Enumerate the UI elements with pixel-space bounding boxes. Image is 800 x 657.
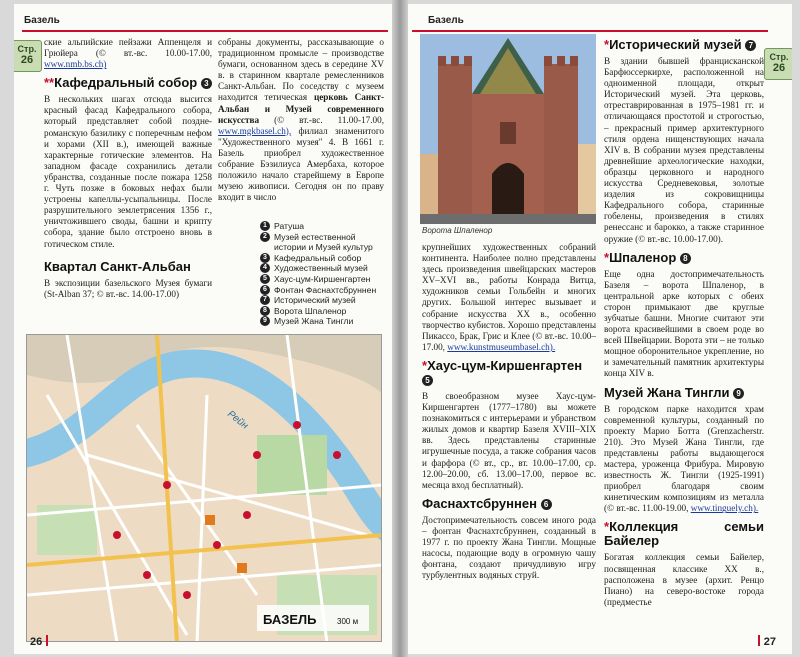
hist-museum-text: В здании бывшей францисканской Барфюссеркирхе, расположенной на одноименной площади, открыт Исторический музей. Эта церковь, отреставрированная в 1975–1981 гг. и отличающаяся простотой и строгостью, – прекрасный пример архитектурного стиля ордена нищенствующих начала XIV в. В собрании музея представлены древнейшие археологические находки, образцы церковного и народного искусства Средневековья, золотые изделия из сокровищницы Кафедрального собора, старинные гобелены, произведения в стилях ренессанс и барокко, а также старинное оружие (© вт.-вс. 10.00-17.00). (604, 56, 764, 244)
left-column-2 (218, 37, 384, 205)
legend-marker-icon: 3 (260, 253, 270, 263)
fountain-heading: Фаснахтсбруннен 6 (422, 497, 596, 511)
col2-text-1: собраны документы, рассказывающие о традиционном промысле – производстве бумаги, основанном здесь в середине XV в. в старинном квартале ремесленников Санкт-Альбан. По соседству с музеем находится тетическая (218, 37, 384, 103)
photo-caption: Ворота Шпаленор (422, 226, 493, 235)
book-gutter (392, 0, 408, 657)
beyeler-text: Богатая коллекция семьи Байелер, посвященная классике XX в., расположена в музее (архит. Ренцо Пиано) на северо-востоке города (предместье (604, 552, 764, 607)
legend-marker-icon: 4 (260, 263, 270, 273)
rating-star: * (422, 357, 428, 373)
legend-item (260, 274, 390, 285)
kirschgarten-text: В своеобразном музее Хаус-цум-Киршенгартен (1777–1780) вы можете познакомиться с интерьерами и убранством жилых домов и квартир Базеля XVIII–XIX вв. Здесь представлены старинные игрушечные посуда, а также собрания часов и фарфора (© вт., ср., вт. 10.00–17.00, ср. 12.00–20.00, сб. 13.00–17.00, первое вс. месяца вход бесплатный). (422, 390, 596, 490)
legend-marker-icon: 9 (260, 316, 270, 326)
legend-marker-icon: 7 (260, 295, 270, 305)
left-page (14, 4, 392, 654)
hist-museum-heading: *Исторический музей 7 (604, 38, 764, 52)
map-graphic (27, 335, 382, 642)
tab-number-right: 26 (772, 62, 786, 74)
legend-label: Фонтан Фаснахтсбруннен (274, 284, 377, 295)
beyeler-heading: *Коллекция семьи Байелер (604, 519, 764, 549)
spalentor-gate-image (420, 34, 596, 224)
spalentor-text: Еще одна достопримечательность Базеля – ворота Шпаленор, в центральной арке которых с обеих сторон примыкают две круглые зубчатые башни. Многие считают эти ворота красивейшими в своем роде во всей Швейцарии. Ворота эти – не только мощное оборонительное укрепление, но и замечательный памятник архитектуры конца XIV в. (604, 268, 764, 379)
header-title: Базель (24, 15, 60, 26)
kirschgarten-heading: *Хаус-цум-Киршенгартен 5 (422, 357, 583, 385)
marker-3-icon: 3 (201, 78, 212, 89)
tinguely-heading: Музей Жана Тингли 9 (604, 386, 764, 400)
legend-label: Ворота Шпаленор (274, 305, 347, 316)
legend-item (260, 221, 390, 232)
legend-marker-icon: 5 (260, 274, 270, 284)
legend-item (260, 295, 390, 306)
stalban-heading: Квартал Санкт-Альбан (44, 258, 191, 274)
page-reference-tab-right (764, 48, 792, 80)
legend-item (260, 253, 390, 264)
spalentor-photo (420, 34, 596, 224)
map-scale-label: 300 м (337, 617, 359, 626)
legend-label: Художественный музей (274, 263, 368, 274)
legend-marker-icon: 6 (260, 285, 270, 295)
left-column-1 (44, 37, 212, 302)
map-city-label: БАЗЕЛЬ (263, 612, 317, 627)
marker-6-icon: 6 (541, 499, 552, 510)
legend-item (260, 285, 390, 296)
marker-8-icon: 8 (680, 253, 691, 264)
tinguely-text: В городском парке находится храм современной культуры, созданный по проекту Марио Ботта (Grenzacherstr. 210). Это Музей Жана Тингли, где представлены работы выдающегося мастера, уроженца Фрибура. Мировую известность Ж. Тингли (1925-1991) приобрел благодаря своим кинетическим композициям из металла (© вт.-вс. 11.00-19.00, (604, 403, 764, 514)
tab-label-right: Стр. (769, 52, 789, 62)
legend-marker-icon: 8 (260, 306, 270, 316)
page-number-right: 27 (754, 635, 776, 648)
rating-star: * (604, 37, 610, 52)
cathedral-text: В нескольких шагах отсюда высится красный фасад Кафедрального собора, который представляет собой поздне-романскую базилику с поперечным нефом и хорами (XII в.), имеющей важные характерные готические элементов. На западном фасаде сохранились детали убранства, созданные после пожара 1258 г. Чуть позже в боковых нефах были устроены капеллы-усыпальницы. После разрушительного землетрясения 1356 г., уничтожившего своды, башни и крипту собора, здание было отстроено вновь в готическом стиле. (44, 94, 212, 249)
legend-label: Хаус-цум-Киршенгартен (274, 273, 371, 284)
intro-text: ские альпийские пейзажи Аппенцеля и Грюйера (© вт.-вс. 10.00-17.00, (44, 37, 212, 59)
fountain-text: Достопримечательность совсем иного рода – фонтан Фаснахтсбруннен, созданный в 1977 г. по проекту Жана Тингли. Мощные насосы, подающие воду в огромную чашу фонтана, создают причудливую игру турбулентных водяных струй. (422, 514, 596, 581)
legend-label: Музей естественной истории и Музей культур (274, 231, 373, 253)
header-rule (22, 30, 388, 32)
city-map[interactable] (26, 334, 382, 642)
tab-label: Стр. (17, 44, 37, 54)
right-page (408, 4, 792, 654)
marker-5-icon: 5 (422, 375, 433, 386)
spalentor-heading: *Шпаленор 8 (604, 251, 764, 265)
legend-item (260, 263, 390, 274)
legend-label: Исторический музей (274, 295, 356, 306)
river-label: Рейн (225, 408, 251, 432)
nmb-link[interactable]: www.nmb.bs.ch) (44, 59, 107, 70)
legend-item (260, 306, 390, 317)
tab-number: 26 (20, 54, 34, 66)
map-legend (260, 221, 390, 327)
page-reference-tab (14, 40, 42, 72)
marker-7-icon: 7 (745, 40, 756, 51)
col2-text-2: (© вт.-вс. 11.00-17.00, (274, 114, 384, 125)
stalban-church-bold: церковь Санкт-Альбан и Музей современного искусства (218, 92, 385, 125)
rating-star: * (604, 249, 610, 265)
legend-item (260, 232, 390, 253)
marker-9-icon: 9 (733, 388, 744, 399)
stalban-text: В экспозиции базельского Музея бумаги (St-Alban 37; © вт.-вс. 14.00-17.00) (44, 277, 212, 299)
running-header-right (412, 12, 768, 32)
legend-label: Музей Жана Тингли (274, 316, 354, 327)
header-rule-right (412, 30, 768, 32)
right-column-2 (604, 38, 764, 610)
legend-label: Кафедральный собор (274, 252, 362, 263)
header-title-right: Базель (428, 15, 464, 26)
legend-marker-icon: 1 (260, 221, 270, 231)
museum-text: крупнейших художественных собраний континента. Наиболее полно представлены здесь произведения швейцарских мастеров XV–XVI вв., работы Конрада Витца, художников семьи Гольбейн и многих других. Большой интерес вызывает и собрание искусства XX в., особенно творчество кубистов. Хорошо представлены Пикассо, Брак, Грис и Клее (© вт.-вс. 10.00–17.00, (422, 242, 596, 352)
legend-marker-icon: 2 (260, 232, 270, 242)
page-number-left: 26 (30, 635, 52, 648)
rating-star: * (604, 519, 610, 535)
mgk-link[interactable]: www.mgkbasel.ch), (218, 125, 292, 136)
right-column-1 (422, 242, 596, 583)
legend-label: Ратуша (274, 221, 305, 231)
rating-stars: ** (44, 75, 55, 91)
kunstmuseum-link[interactable]: www.kunstmuseumbasel.ch). (447, 341, 556, 352)
tinguely-link[interactable]: www.tinguely.ch). (690, 503, 759, 514)
cathedral-heading: **Кафедральный собор 3 (44, 76, 212, 90)
col2-text-3: филиал знаменитого "Художественного музея" 4. В 1661 г. Базель приобрел художественное собрание Бэзилиуса Амербаха, которое положило начало старейшему в Европе музею живописи. Сегодня он по праву входит в число (218, 125, 384, 203)
legend-item (260, 316, 390, 327)
running-header (22, 12, 388, 32)
